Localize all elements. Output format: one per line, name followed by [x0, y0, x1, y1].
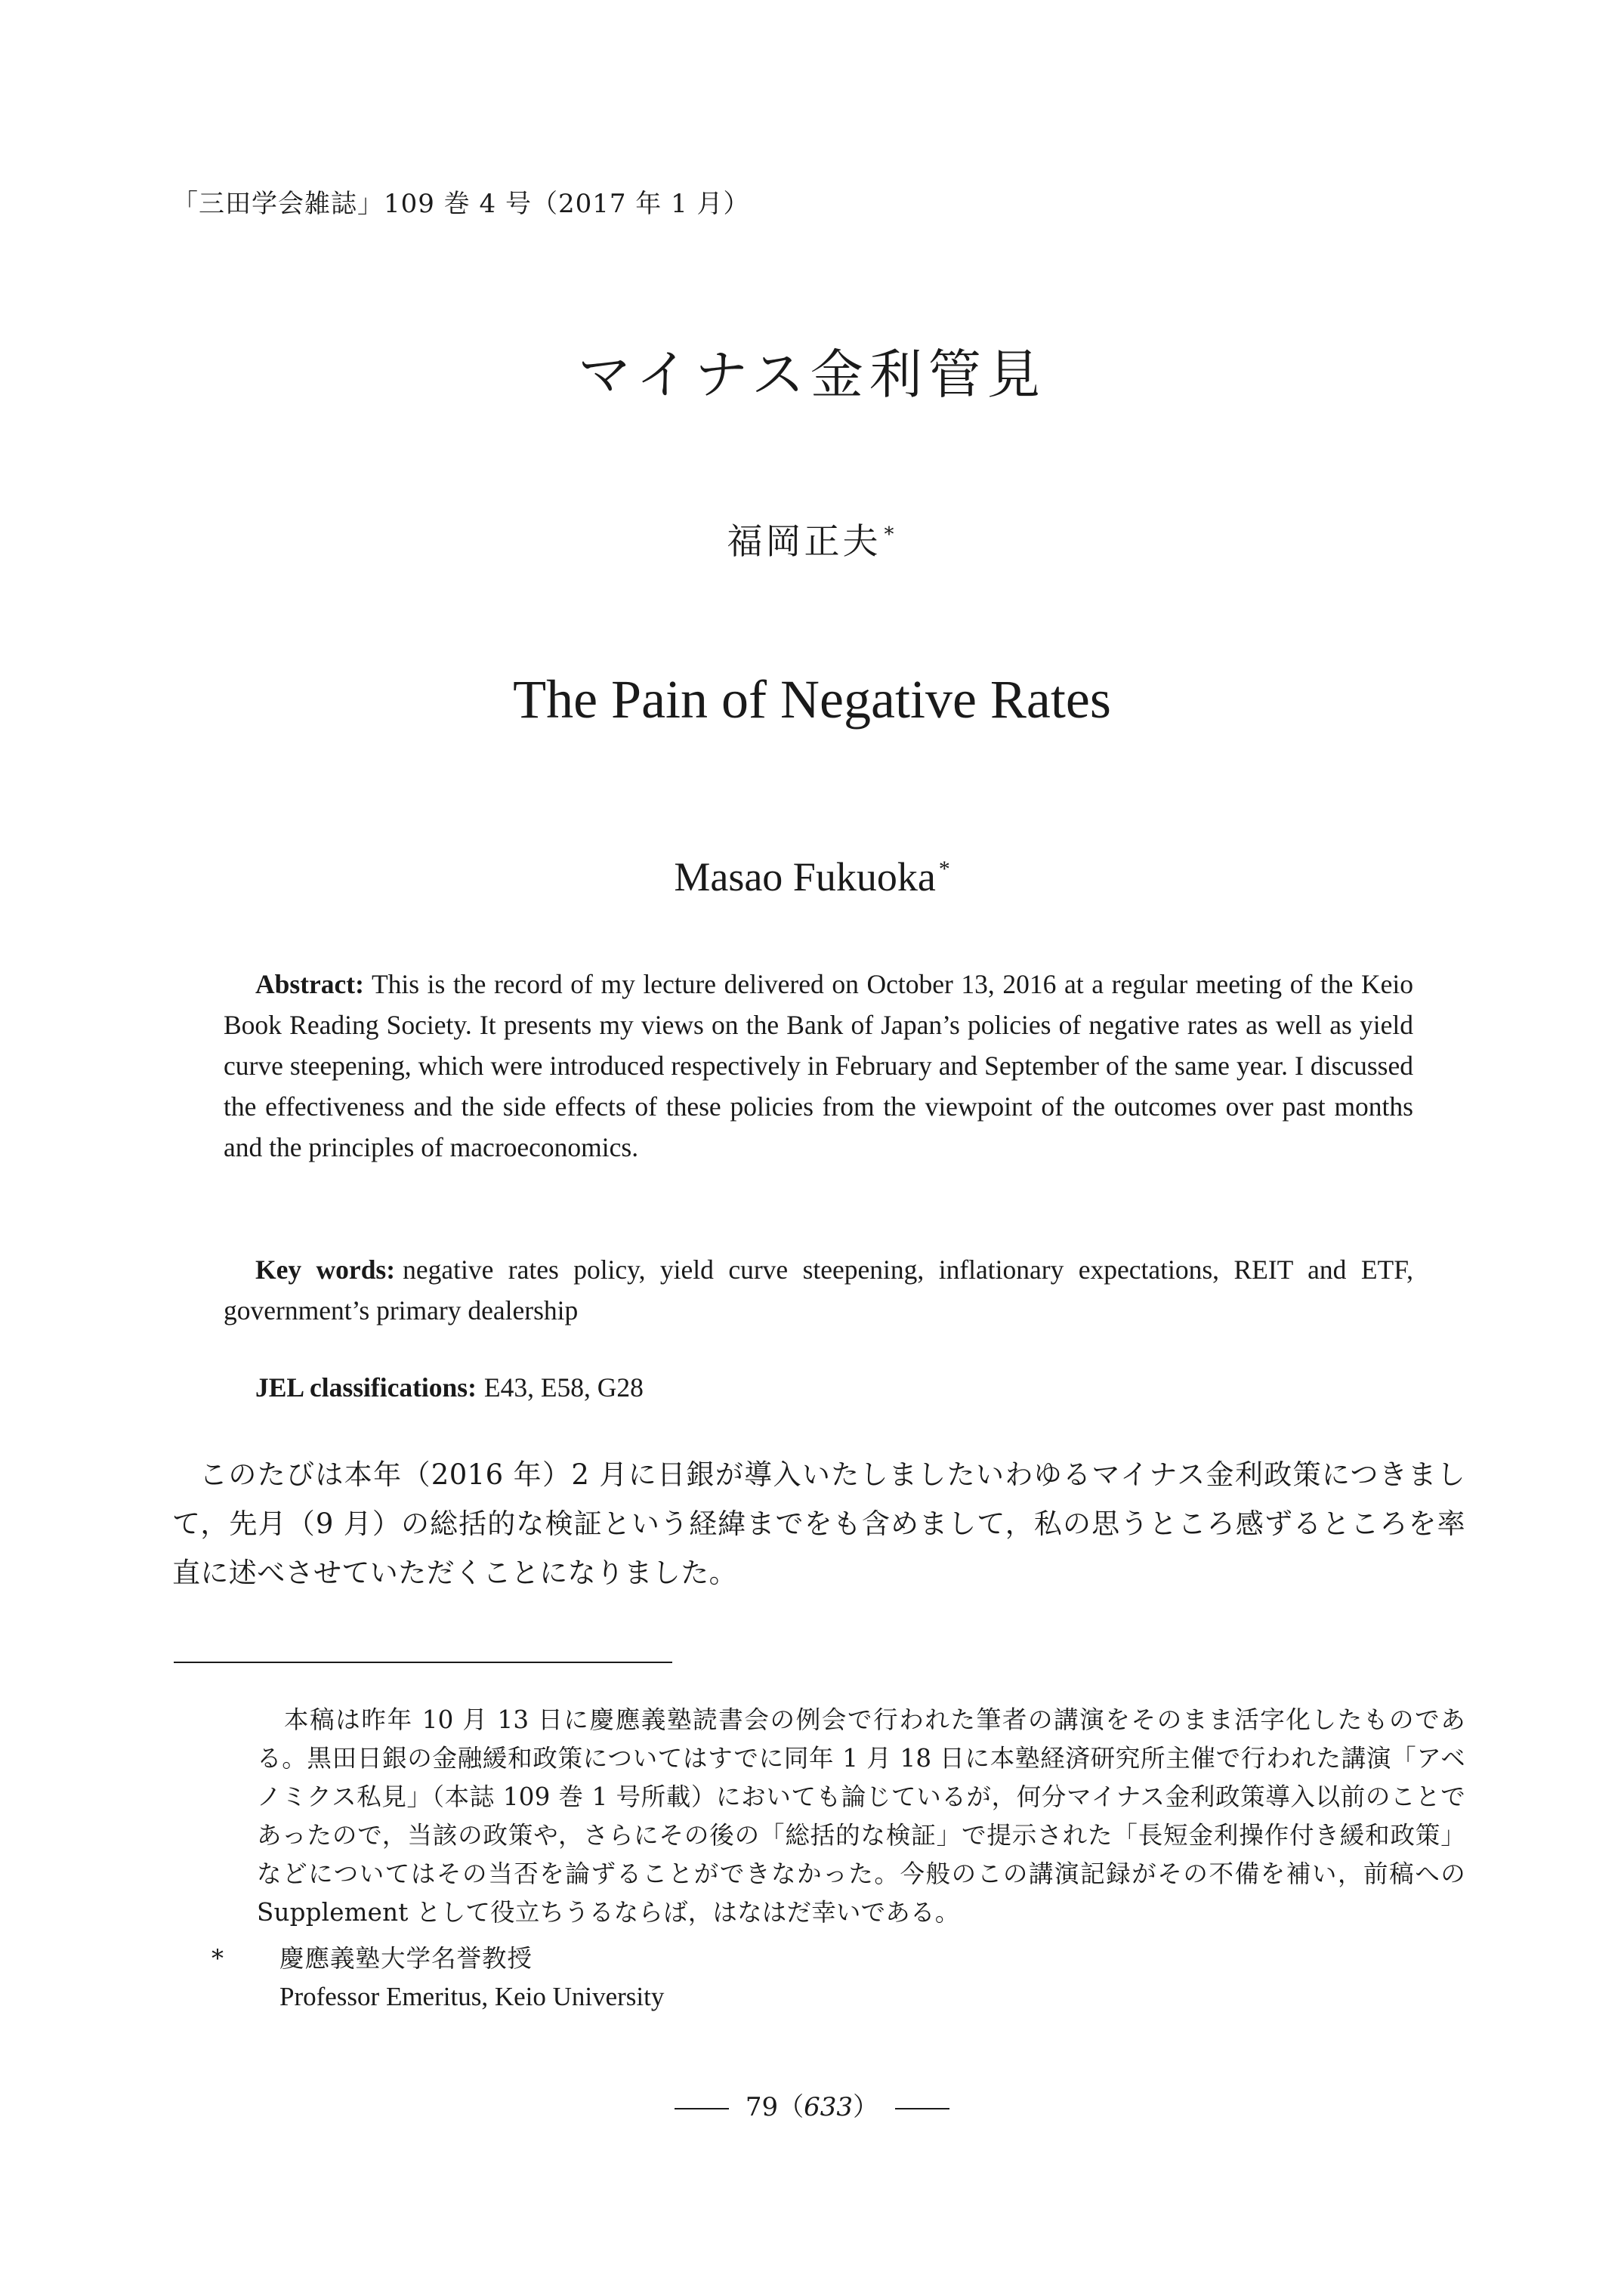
abstract [224, 964, 1413, 1168]
page-total-open: （ [778, 2092, 804, 2122]
jel-text: E43, E58, G28 [483, 1372, 644, 1403]
footnote-main: 本稿は昨年 10 月 13 日に慶應義塾読書会の例会で行われた筆者の講演をそのまま活字化したものである。黒田日銀の金融緩和政策についてはすでに同年 1 月 18 日に本塾経済研究所主催で行われた講演「アベノミクス私見」（本誌 109 巻 1 号所載）においても論じているが，何分マイナス金利政策導入以前のことであったので，当該の政策や，さらにその後の「総括的な検証」で提示された「長短金利操作付き緩和政策」などについてはその当否を論ずることができなかった。今般のこの講演記録がその不備を補い，前稿への Supplement として役立ちうるならば，はなはだ幸いである。 [257, 1705, 1465, 1927]
author-japanese [0, 514, 1624, 564]
author-english-name: Masao Fukuoka [674, 854, 936, 900]
abstract-text: This is the record of my lecture delivered on October 13, 2016 at a regular meeting of the Keio Book Reading Society. It presents my views on the Bank of Japan’s policies of negative rates as well as yield curve steepening, which were introduced respectively in February and September of the same year. I discussed the effectiveness and the side effects of these policies from the viewpoint of the outcomes over past months and the principles of macroeconomics. [224, 969, 1413, 1162]
page-total-close: ） [853, 2092, 879, 2122]
title-japanese: マイナス金利管見 [578, 344, 1046, 406]
keywords-text: negative rates policy, yield curve steepening, inflationary expectations, REIT and ETF, government’s primary dealership [224, 1255, 1413, 1325]
page-total: 633 [804, 2092, 854, 2122]
author-japanese-footnote-marker: * [884, 523, 897, 547]
author-english-footnote-marker: * [938, 857, 950, 881]
footnote-affiliation-english: Professor Emeritus, Keio University [279, 1982, 665, 2011]
jel-classifications [224, 1367, 1413, 1408]
page-footer [0, 2086, 1624, 2123]
author-japanese-name: 福岡正夫 [727, 521, 881, 563]
footnote-marker: * [211, 1944, 224, 1973]
footnote-divider [174, 1662, 672, 1663]
title-english: The Pain of Negative Rates [513, 669, 1111, 730]
jel-label: JEL classifications: [255, 1372, 477, 1403]
body-paragraph: このたびは本年（2016 年）2 月に日銀が導入いたしましたいわゆるマイナス金利政策につきまして，先月（9 月）の総括的な検証という経緯までをも含めまして，私の思うところ感ずるところを率直に述べさせていただくことになりました。 [172, 1458, 1465, 1589]
footnote-affiliation-japanese: 慶應義塾大学名誉教授 [279, 1944, 533, 1973]
keywords [224, 1249, 1413, 1331]
author-english [0, 853, 1624, 900]
keywords-label: Key words: [255, 1255, 396, 1285]
footer-dash-left [675, 2108, 729, 2109]
footer-dash-right [895, 2108, 949, 2109]
page-number: 79 [745, 2092, 779, 2122]
journal-header: 「三田学会雑誌」109 巻 4 号（2017 年 1 月） [172, 189, 750, 219]
abstract-label: Abstract: [255, 969, 364, 999]
